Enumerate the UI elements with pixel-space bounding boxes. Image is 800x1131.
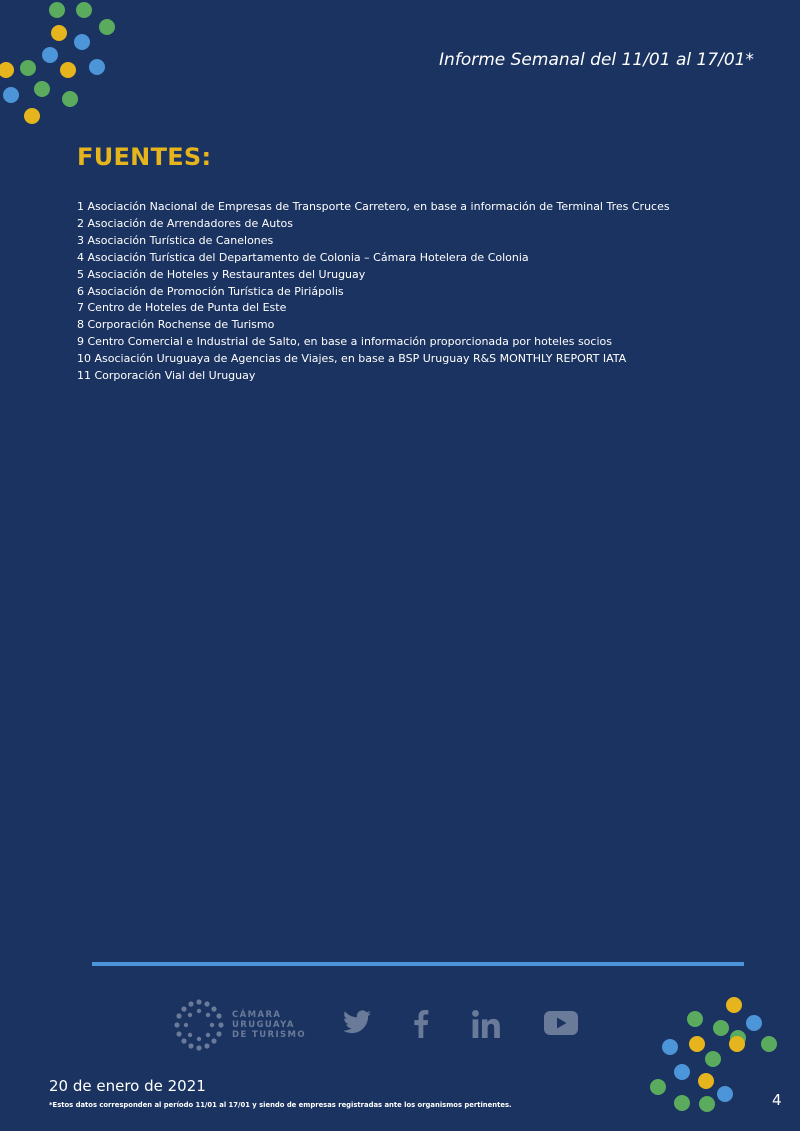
list-item: 10 Asociación Uruguaya de Agencias de Viajes, en base a BSP Uruguay R&S MONTHLY REPORT IATA bbox=[77, 352, 627, 366]
dot bbox=[726, 997, 742, 1013]
twitter-icon[interactable] bbox=[343, 1010, 371, 1034]
list-item: 1 Asociación Nacional de Empresas de Transporte Carretero, en base a información de Terminal Tres Cruces bbox=[77, 200, 670, 213]
list-item: 9 Centro Comercial e Industrial de Salto, en base a información proporcionada por hoteles socios bbox=[77, 335, 612, 349]
section-heading: FUENTES: bbox=[77, 143, 212, 171]
dot bbox=[746, 1015, 762, 1031]
logo-line: DE TURISMO bbox=[232, 1030, 307, 1040]
logo-text bbox=[232, 1010, 306, 1040]
footnote: *Estos datos corresponden al período 11/01 al 17/01 y siendo de empresas registradas ante los organismos pertinentes. bbox=[49, 1101, 512, 1109]
dot bbox=[51, 25, 67, 41]
dot bbox=[713, 1020, 729, 1036]
sources-list bbox=[77, 199, 737, 385]
list-item: 4 Asociación Turística del Departamento de Colonia – Cámara Hotelera de Colonia bbox=[77, 250, 529, 264]
dot bbox=[662, 1039, 678, 1055]
dot bbox=[650, 1079, 666, 1095]
logo-dots-icon bbox=[172, 998, 226, 1052]
list-item: 8 Corporación Rochense de Turismo bbox=[77, 318, 275, 332]
report-date: 20 de enero de 2021 bbox=[49, 1077, 206, 1095]
logo-line: CÁMARA bbox=[232, 1010, 282, 1020]
dot bbox=[24, 108, 40, 124]
dot bbox=[60, 62, 76, 78]
page-number: 4 bbox=[772, 1091, 782, 1109]
decorative-dots-bottom-right bbox=[670, 996, 800, 1131]
list-item: 5 Asociación de Hoteles y Restaurantes del Uruguay bbox=[77, 267, 366, 281]
logo-line: URUGUAYA bbox=[232, 1020, 295, 1030]
dot bbox=[99, 19, 115, 35]
dot bbox=[674, 1095, 690, 1111]
list-item: 3 Asociación Turística de Canelones bbox=[77, 233, 274, 247]
dot bbox=[689, 1036, 705, 1052]
footer-divider bbox=[92, 962, 744, 966]
list-item: 11 Corporación Vial del Uruguay bbox=[77, 369, 256, 383]
dot bbox=[89, 59, 105, 75]
dot bbox=[699, 1096, 715, 1112]
dot bbox=[674, 1064, 690, 1080]
dot bbox=[74, 34, 90, 50]
list-item: 7 Centro de Hoteles de Punta del Este bbox=[77, 301, 287, 315]
dot bbox=[34, 81, 50, 97]
dot bbox=[20, 60, 36, 76]
linkedin-icon[interactable] bbox=[472, 1010, 500, 1038]
dot bbox=[49, 2, 65, 18]
list-item: 2 Asociación de Arrendadores de Autos bbox=[77, 216, 293, 230]
dot bbox=[0, 62, 14, 78]
facebook-icon[interactable] bbox=[413, 1010, 429, 1038]
dot bbox=[3, 87, 19, 103]
dot bbox=[62, 91, 78, 107]
dot bbox=[42, 47, 58, 63]
list-item: 6 Asociación de Promoción Turística de Piriápolis bbox=[77, 284, 344, 298]
youtube-icon[interactable] bbox=[544, 1010, 578, 1036]
camara-uruguaya-logo[interactable] bbox=[172, 998, 306, 1052]
dot bbox=[76, 2, 92, 18]
report-title: Informe Semanal del 11/01 al 17/01* bbox=[439, 50, 754, 70]
dot bbox=[698, 1073, 714, 1089]
dot bbox=[687, 1011, 703, 1027]
dot bbox=[717, 1086, 733, 1102]
dot bbox=[761, 1036, 777, 1052]
dot bbox=[705, 1051, 721, 1067]
decorative-dots-top-left bbox=[0, 0, 130, 130]
dot bbox=[729, 1036, 745, 1052]
